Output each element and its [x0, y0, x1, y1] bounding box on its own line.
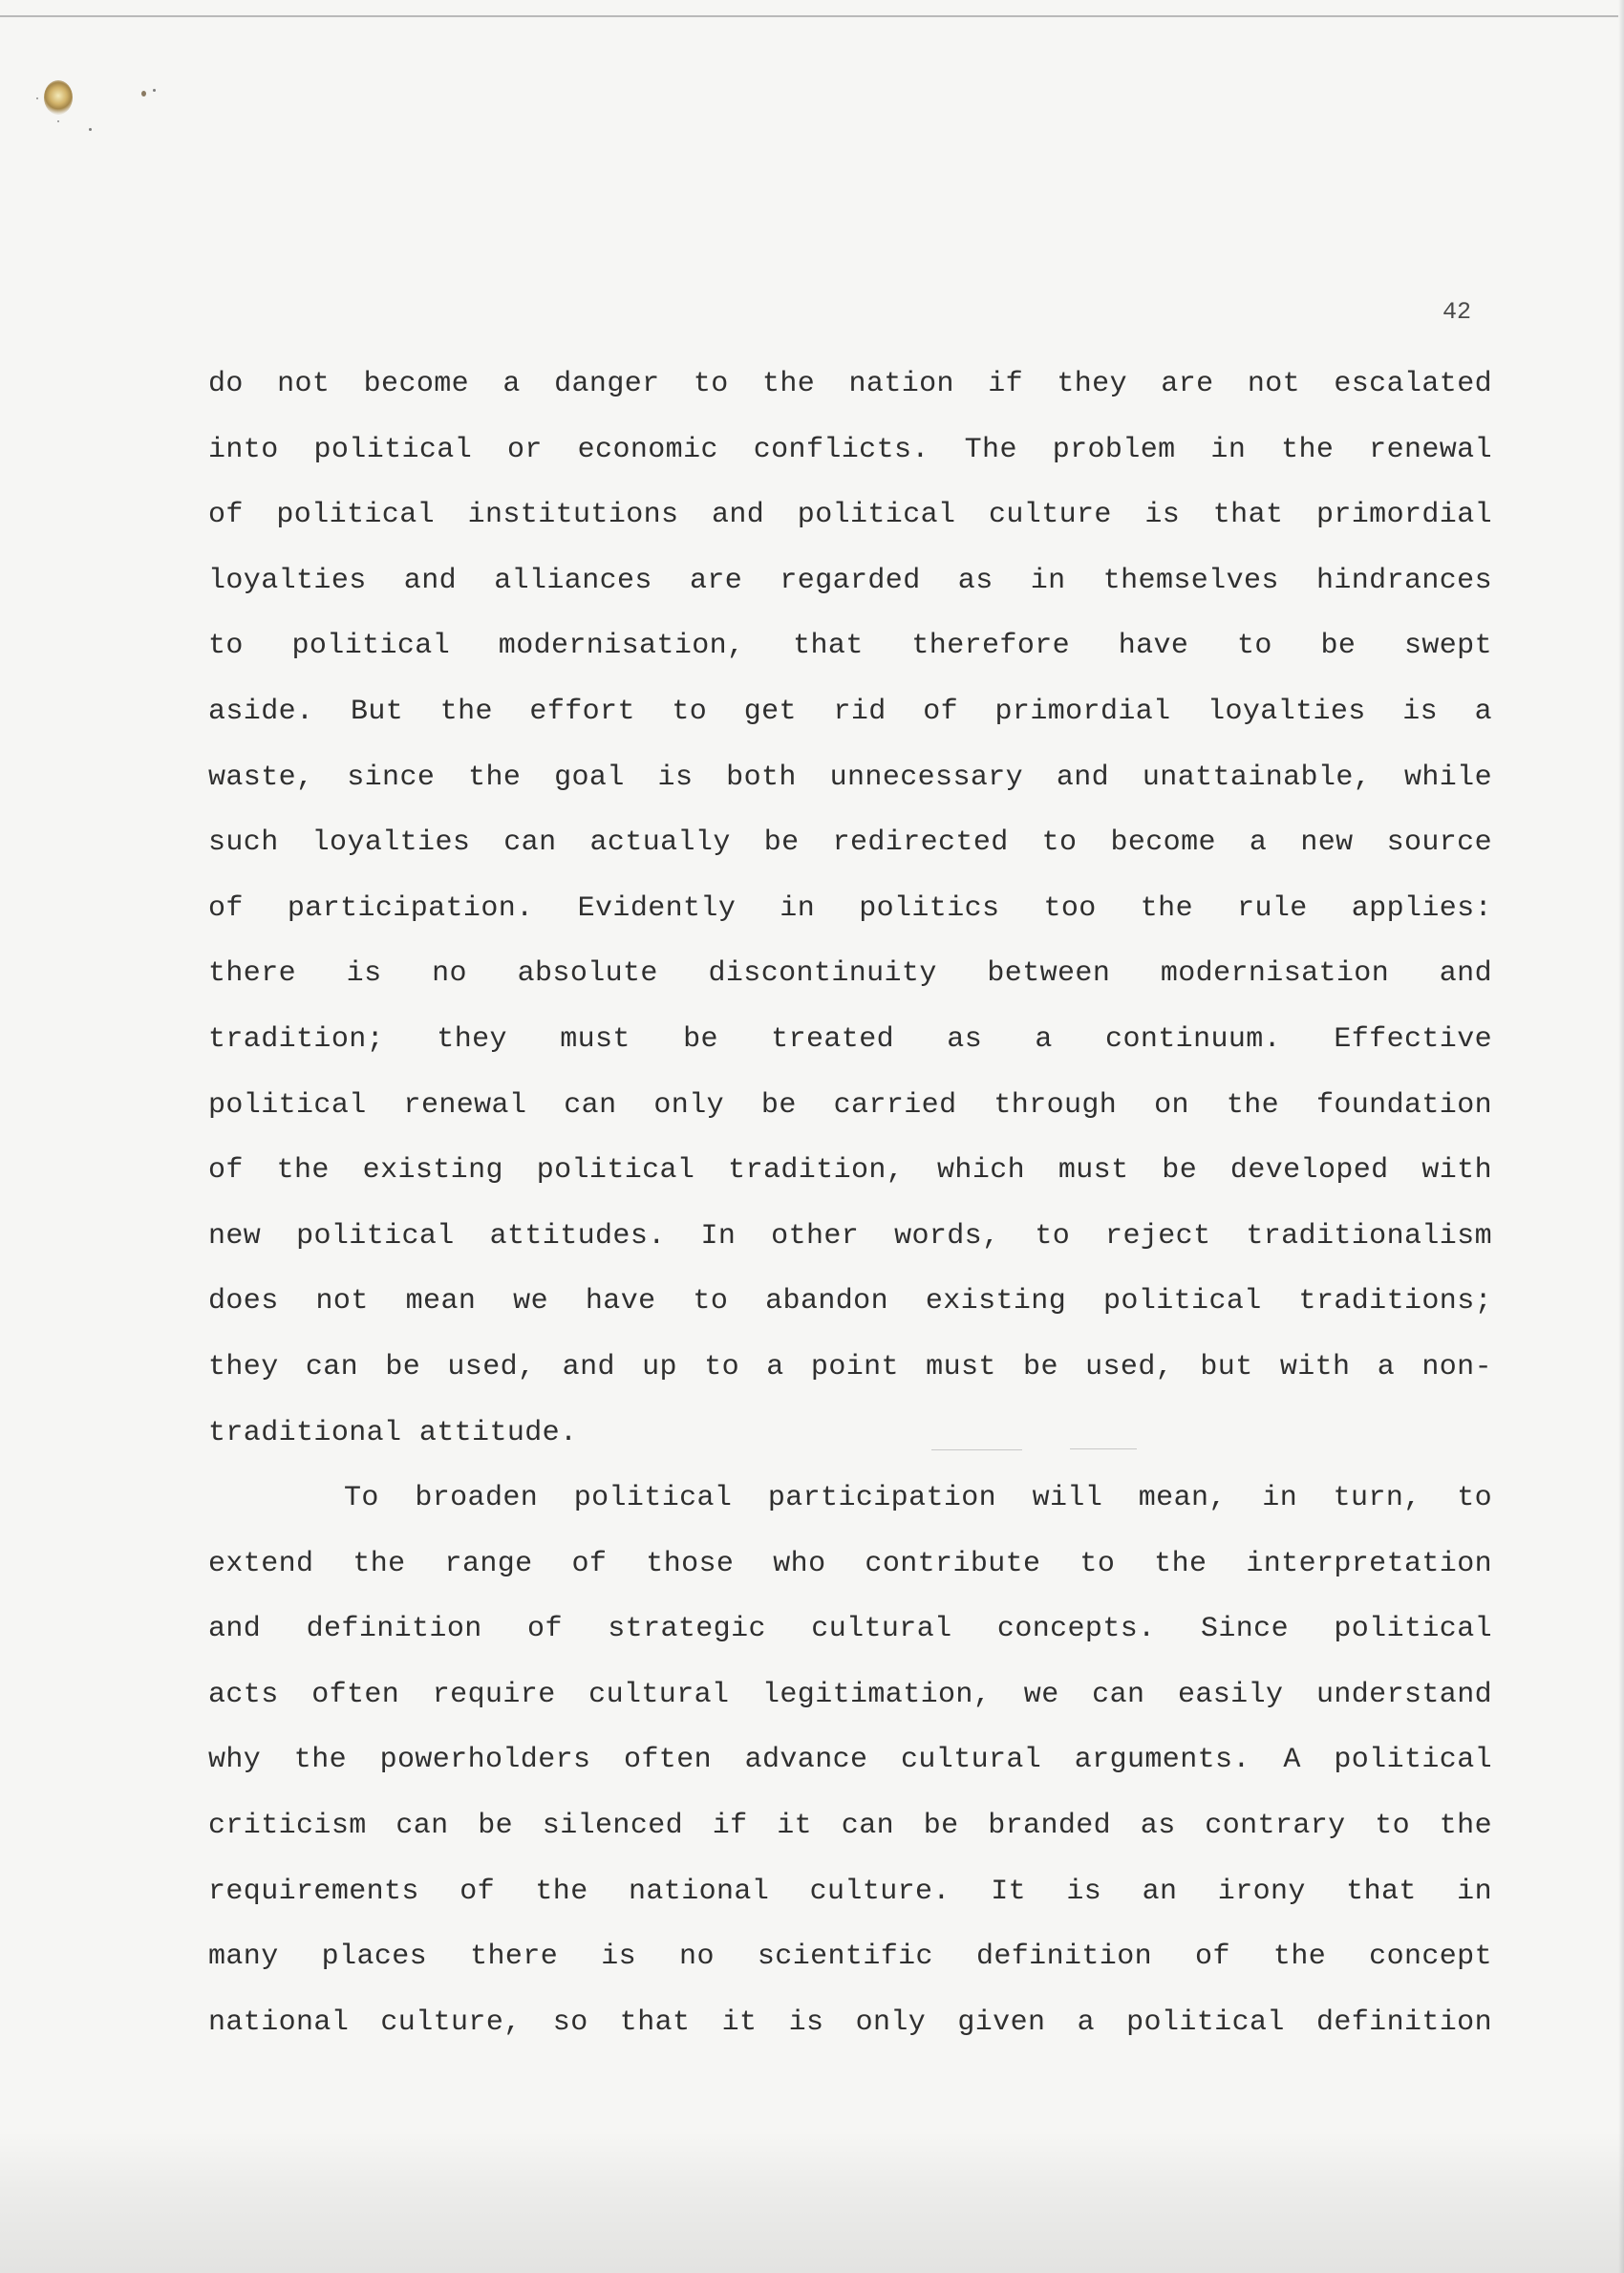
paragraph-1: [208, 361, 1492, 1475]
text-line: criticism can be silenced if it can be branded as contrary to the: [208, 1810, 1492, 1843]
text-line: aside. But the effort to get rid of primordial loyalties is a: [208, 695, 1492, 728]
text-line: to political modernisation, that therefore have to be swept: [208, 630, 1492, 663]
paper-speck: [153, 89, 156, 92]
text-line: does not mean we have to abandon existing political traditions;: [208, 1285, 1492, 1319]
page-number: 42: [1442, 298, 1471, 326]
text-line: acts often require cultural legitimation, we can easily understand: [208, 1678, 1492, 1711]
paper-speck: [141, 91, 146, 96]
text-line: national culture, so that it is only given a political definition: [208, 2005, 1492, 2039]
text-line: there is no absolute discontinuity between modernisation and: [208, 957, 1492, 991]
text-line: loyalties and alliances are regarded as in themselves hindrances: [208, 564, 1492, 597]
faint-mark: [931, 1449, 1022, 1450]
paragraph-2: [208, 1475, 1492, 2065]
text-line: into political or economic conflicts. The problem in the renewal: [208, 433, 1492, 466]
text-line: extend the range of those who contribute to the interpretation: [208, 1547, 1492, 1580]
text-line: tradition; they must be treated as a continuum. Effective: [208, 1022, 1492, 1056]
text-line: such loyalties can actually be redirected to become a new source: [208, 826, 1492, 860]
faint-mark: [1070, 1448, 1137, 1449]
page-right-edge: [1618, 0, 1624, 2273]
text-line: many places there is no scientific definition of the concept: [208, 1941, 1492, 1974]
text-line: traditional attitude.: [208, 1416, 578, 1449]
text-line: of the existing political tradition, which must be developed with: [208, 1154, 1492, 1188]
scan-shadow: [0, 2131, 1624, 2273]
text-line: and definition of strategic cultural concepts. Since political: [208, 1613, 1492, 1646]
paper-stain: [44, 80, 73, 115]
text-line: do not become a danger to the nation if they are not escalated: [208, 368, 1492, 400]
page-top-edge: [0, 15, 1624, 17]
paper-speck: [89, 128, 92, 131]
body-text: [208, 361, 1492, 2065]
text-line: of political institutions and political culture is that primordial: [208, 499, 1492, 532]
text-line: they can be used, and up to a point must be used, but with a non-: [208, 1350, 1492, 1383]
text-line: waste, since the goal is both unnecessary and unattainable, while: [208, 761, 1492, 794]
text-line: of participation. Evidently in politics too the rule applies:: [208, 891, 1492, 925]
text-line: requirements of the national culture. It is an irony that in: [208, 1875, 1492, 1908]
text-line: why the powerholders often advance cultural arguments. A political: [208, 1744, 1492, 1777]
text-line: political renewal can only be carried through on the foundation: [208, 1088, 1492, 1122]
paper-speck: [36, 97, 38, 99]
paper-speck: [57, 120, 59, 122]
text-line: To broaden political participation will mean, in turn, to: [344, 1482, 1492, 1515]
text-line: new political attitudes. In other words, to reject traditionalism: [208, 1219, 1492, 1253]
